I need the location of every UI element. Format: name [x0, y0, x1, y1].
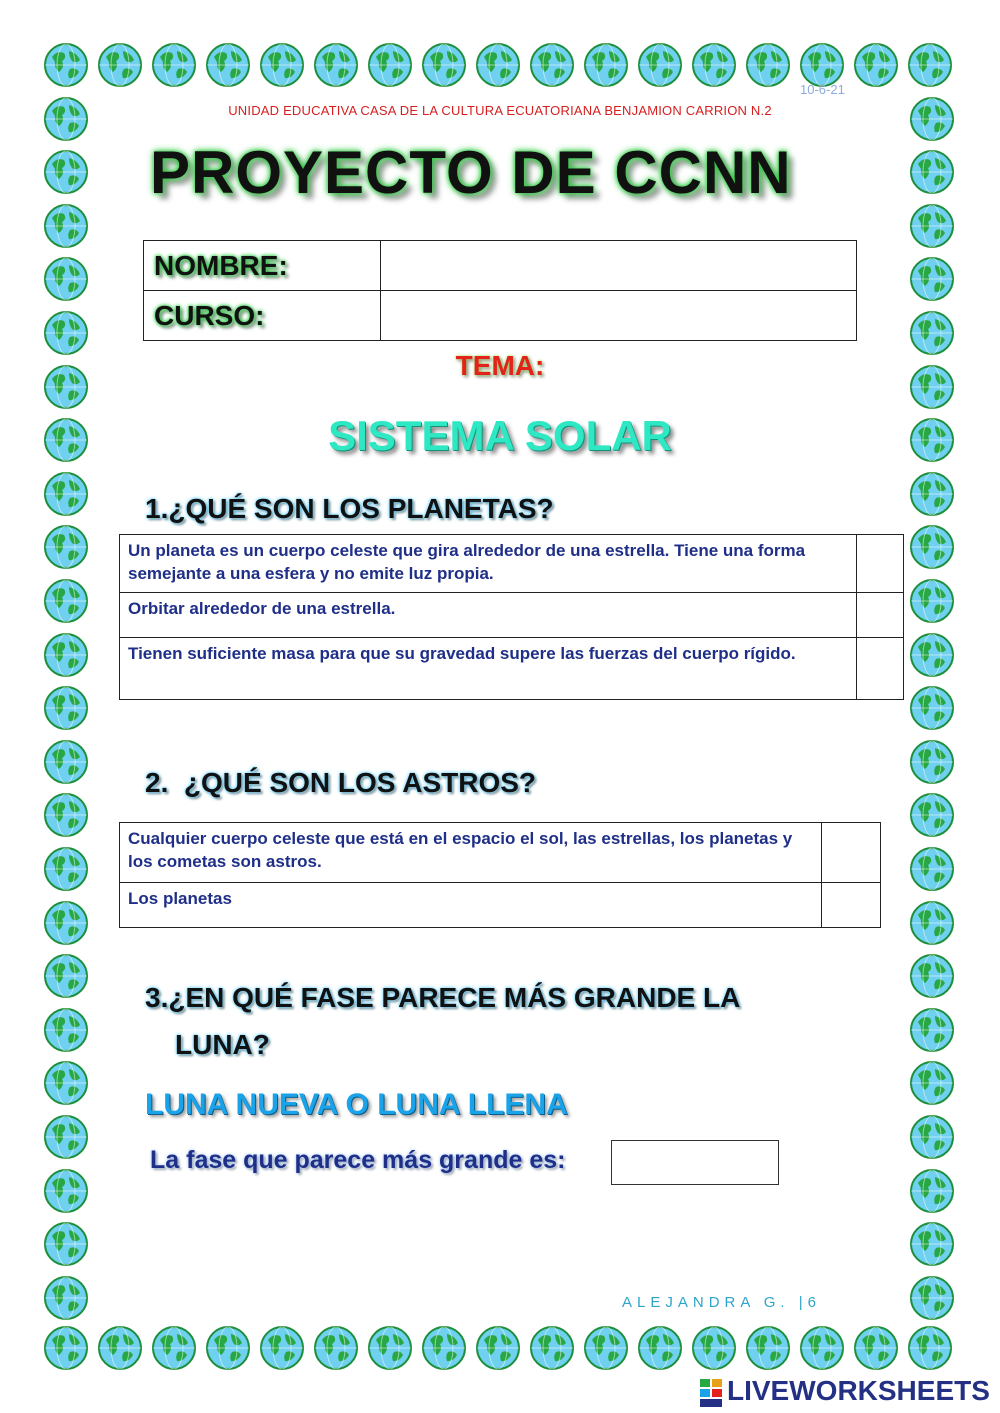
globe-icon [43, 846, 89, 892]
answer-prompt: La fase que parece más grande es: [150, 1146, 566, 1174]
globe-icon [43, 42, 89, 88]
globe-icon [637, 1325, 683, 1371]
globe-icon [909, 632, 955, 678]
globe-icon [313, 1325, 359, 1371]
question-1: 1.¿QUÉ SON LOS PLANETAS? [145, 493, 554, 524]
globe-icon [909, 1168, 955, 1214]
globe-icon [421, 1325, 467, 1371]
globe-icon [909, 524, 955, 570]
question-3-line-1: 3.¿EN QUÉ FASE PARECE MÁS GRANDE LA [145, 982, 741, 1013]
globe-icon [909, 256, 955, 302]
globe-icon [909, 685, 955, 731]
course-field[interactable] [381, 291, 857, 341]
page-title: PROYECTO DE CCNN [150, 139, 792, 206]
school-name: UNIDAD EDUCATIVA CASA DE LA CULTURA ECUATORIANA BENJAMION CARRION N.2 [228, 103, 772, 118]
globe-icon [313, 42, 359, 88]
option-text: Los planetas [120, 883, 822, 928]
globe-icon [43, 1325, 89, 1371]
globe-icon [43, 149, 89, 195]
name-field[interactable] [381, 241, 857, 291]
globe-icon [907, 1325, 953, 1371]
globe-icon [909, 1221, 955, 1267]
globe-icon [637, 42, 683, 88]
globe-icon [909, 846, 955, 892]
globe-icon [259, 1325, 305, 1371]
option-checkbox[interactable] [857, 535, 904, 593]
globe-icon [475, 1325, 521, 1371]
globe-icon [43, 900, 89, 946]
option-text: Tienen suficiente masa para que su gravedad supere las fuerzas del cuerpo rígido. [120, 638, 857, 700]
globe-icon [909, 953, 955, 999]
student-info-table [143, 240, 857, 341]
globe-icon [259, 42, 305, 88]
question-1-options [119, 534, 904, 700]
globe-icon [43, 1060, 89, 1106]
globe-icon [853, 1325, 899, 1371]
globe-icon [205, 42, 251, 88]
globe-icon [43, 256, 89, 302]
globe-icon [909, 900, 955, 946]
globe-icon [909, 471, 955, 517]
globe-icon [529, 1325, 575, 1371]
globe-icon [909, 1114, 955, 1160]
globe-icon [909, 1275, 955, 1321]
globe-icon [43, 471, 89, 517]
globe-icon [909, 578, 955, 624]
globe-icon [43, 632, 89, 678]
globe-icon [43, 1168, 89, 1214]
topic-title: SISTEMA SOLAR [328, 412, 672, 459]
globe-icon [475, 42, 521, 88]
question-3-choices: LUNA NUEVA O LUNA LLENA [145, 1088, 568, 1121]
question-2: 2. ¿QUÉ SON LOS ASTROS? [145, 767, 537, 798]
option-checkbox[interactable] [857, 593, 904, 638]
option-checkbox[interactable] [822, 823, 881, 883]
globe-icon [583, 42, 629, 88]
globe-icon [691, 42, 737, 88]
topic-label: TEMA: [455, 350, 545, 381]
globe-icon [43, 578, 89, 624]
globe-icon [151, 1325, 197, 1371]
globe-icon [909, 203, 955, 249]
liveworksheets-logo-icon [700, 1379, 722, 1407]
globe-icon [151, 42, 197, 88]
globe-icon [43, 685, 89, 731]
globe-icon [43, 1007, 89, 1053]
option-text: Cualquier cuerpo celeste que está en el espacio el sol, las estrellas, los planetas y los cometas son astros. [120, 823, 822, 883]
name-label: NOMBRE: [144, 241, 381, 291]
globe-icon [43, 203, 89, 249]
globe-icon [907, 42, 953, 88]
answer-input[interactable] [611, 1140, 779, 1185]
question-2-options [119, 822, 881, 928]
globe-icon [97, 1325, 143, 1371]
globe-icon [745, 42, 791, 88]
author: ALEJANDRA G. |6 [622, 1294, 821, 1311]
globe-icon [43, 792, 89, 838]
date: 10-6-21 [800, 82, 845, 97]
globe-icon [909, 1060, 955, 1106]
globe-icon [43, 1114, 89, 1160]
globe-icon [529, 42, 575, 88]
globe-icon [799, 1325, 845, 1371]
globe-icon [421, 42, 467, 88]
option-checkbox[interactable] [822, 883, 881, 928]
globe-icon [909, 792, 955, 838]
globe-icon [909, 1007, 955, 1053]
globe-icon [43, 1221, 89, 1267]
option-checkbox[interactable] [857, 638, 904, 700]
globe-icon [691, 1325, 737, 1371]
globe-icon [205, 1325, 251, 1371]
globe-icon [745, 1325, 791, 1371]
globe-icon [43, 524, 89, 570]
globe-icon [367, 1325, 413, 1371]
globe-icon [43, 1275, 89, 1321]
globe-icon [43, 739, 89, 785]
globe-icon [909, 739, 955, 785]
globe-icon [367, 42, 413, 88]
course-label: CURSO: [144, 291, 381, 341]
globe-icon [853, 42, 899, 88]
globe-icon [43, 953, 89, 999]
option-text: Orbitar alrededor de una estrella. [120, 593, 857, 638]
brand-name: LIVEWORKSHEETS [727, 1375, 990, 1406]
globe-icon [97, 42, 143, 88]
globe-icon [583, 1325, 629, 1371]
question-3-line-2: LUNA? [175, 1029, 270, 1060]
option-text: Un planeta es un cuerpo celeste que gira alrededor de una estrella. Tiene una forma semejante a una esfera y no emite luz propia. [120, 535, 857, 593]
globe-icon [909, 149, 955, 195]
